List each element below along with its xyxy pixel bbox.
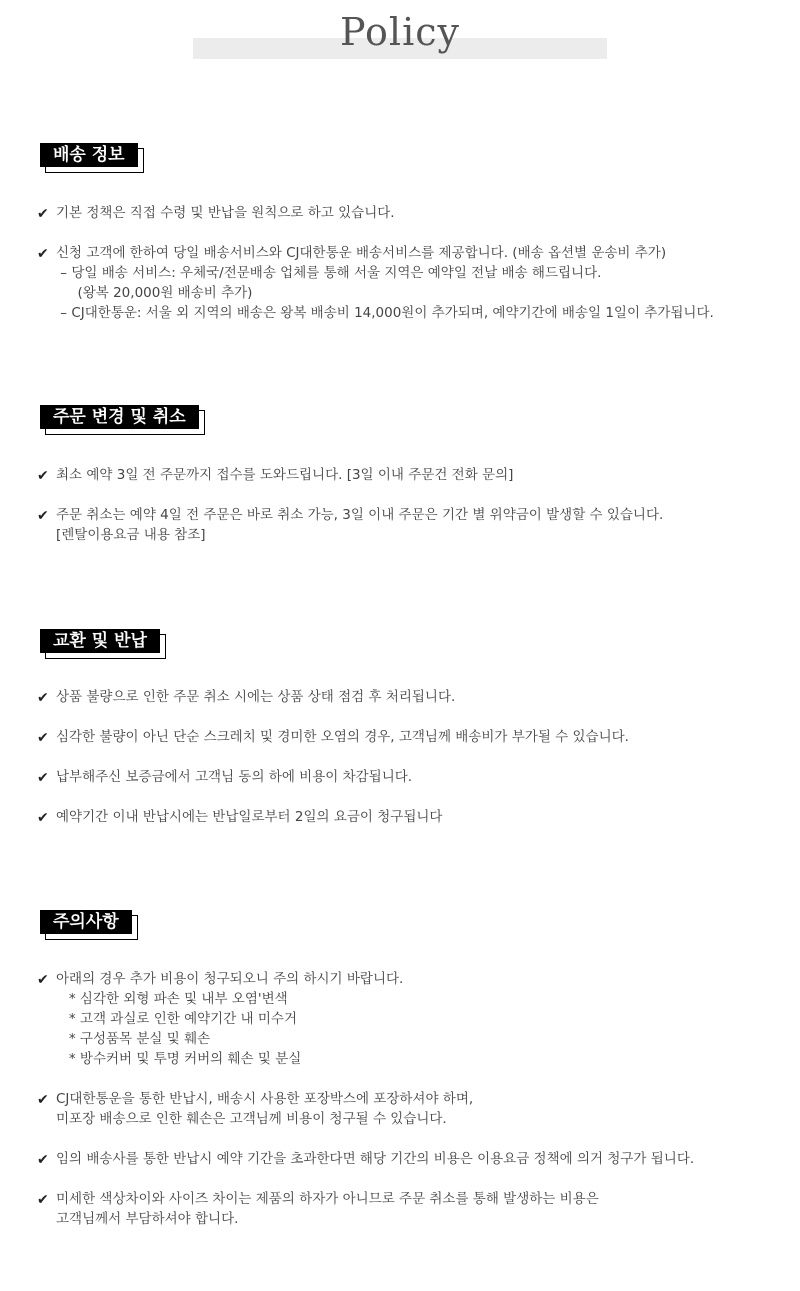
item-text: 최소 예약 3일 전 주문까지 접수를 도와드립니다. [3일 이내 주문건 전화 문의]	[56, 467, 514, 483]
item-text: * 고객 과실로 인한 예약기간 내 미수거	[56, 1011, 297, 1027]
check-mark-icon: ✔	[37, 972, 49, 988]
item-text: * 구성품목 분실 및 훼손	[56, 1031, 211, 1047]
item-text: 납부해주신 보증금에서 고객님 동의 하에 비용이 차감됩니다.	[56, 769, 413, 785]
section-title: 배송 정보	[40, 143, 138, 167]
item-text: 예약기간 이내 반납시에는 반납일로부터 2일의 요금이 청구됩니다	[56, 809, 443, 825]
list-item	[37, 807, 777, 827]
item-text: 기본 정책은 직접 수령 및 반납을 원칙으로 하고 있습니다.	[56, 205, 395, 221]
item-text: [렌탈이용요금 내용 참조]	[56, 527, 206, 543]
item-text: 미세한 색상차이와 사이즈 차이는 제품의 하자가 아니므로 주문 취소를 통해 발생하는 비용은	[56, 1191, 599, 1207]
list-item	[37, 969, 777, 1069]
list-item	[37, 203, 777, 223]
item-text: 주문 취소는 예약 4일 전 주문은 바로 취소 가능, 3일 이내 주문은 기간 별 위약금이 발생할 수 있습니다.	[56, 507, 664, 523]
section-title: 주문 변경 및 취소	[40, 405, 199, 429]
list-item	[37, 727, 777, 747]
item-text: * 방수커버 및 투명 커버의 훼손 및 분실	[56, 1051, 302, 1067]
list-item	[37, 1089, 777, 1129]
item-text: 아래의 경우 추가 비용이 청구되오니 주의 하시기 바랍니다.	[56, 971, 404, 987]
check-mark-icon: ✔	[37, 1152, 49, 1168]
check-mark-icon: ✔	[37, 810, 49, 826]
item-text: CJ대한통운을 통한 반납시, 배송시 사용한 포장박스에 포장하셔야 하며,	[56, 1091, 474, 1107]
item-text: 고객님께서 부담하셔야 합니다.	[56, 1211, 239, 1227]
list-item	[37, 1189, 777, 1229]
check-mark-icon: ✔	[37, 1092, 49, 1108]
list-item	[37, 465, 777, 485]
item-text: 심각한 불량이 아닌 단순 스크레치 및 경미한 오염의 경우, 고객님께 배송비가 부가될 수 있습니다.	[56, 729, 629, 745]
item-text: 미포장 배송으로 인한 훼손은 고객님께 비용이 청구될 수 있습니다.	[56, 1111, 447, 1127]
list-item	[37, 767, 777, 787]
check-mark-icon: ✔	[37, 246, 49, 262]
list-item	[37, 687, 777, 707]
list-item	[37, 243, 777, 323]
check-mark-icon: ✔	[37, 690, 49, 706]
page-title: Policy	[340, 10, 460, 54]
item-text: 상품 불량으로 인한 주문 취소 시에는 상품 상태 점검 후 처리됩니다.	[56, 689, 456, 705]
check-mark-icon: ✔	[37, 730, 49, 746]
item-text: 임의 배송사를 통한 반납시 예약 기간을 초과한다면 해당 기간의 비용은 이용요금 정책에 의거 청구가 됩니다.	[56, 1151, 695, 1167]
item-text: (왕복 20,000원 배송비 추가)	[56, 285, 253, 301]
item-text: – 당일 배송 서비스: 우체국/전문배송 업체를 통해 서울 지역은 예약일 전날 배송 해드립니다.	[56, 265, 602, 281]
list-item	[37, 505, 777, 545]
item-text: * 심각한 외형 파손 및 내부 오염'변색	[56, 991, 288, 1007]
section-title: 주의사항	[40, 910, 132, 934]
list-item	[37, 1149, 777, 1169]
check-mark-icon: ✔	[37, 1192, 49, 1208]
check-mark-icon: ✔	[37, 206, 49, 222]
check-mark-icon: ✔	[37, 508, 49, 524]
check-mark-icon: ✔	[37, 770, 49, 786]
item-text: – CJ대한통운: 서울 외 지역의 배송은 왕복 배송비 14,000원이 추가되며, 예약기간에 배송일 1일이 추가됩니다.	[56, 305, 714, 321]
section-title: 교환 및 반납	[40, 629, 160, 653]
check-mark-icon: ✔	[37, 468, 49, 484]
item-text: 신청 고객에 한하여 당일 배송서비스와 CJ대한통운 배송서비스를 제공합니다. (배송 옵션별 운송비 추가)	[56, 245, 667, 261]
